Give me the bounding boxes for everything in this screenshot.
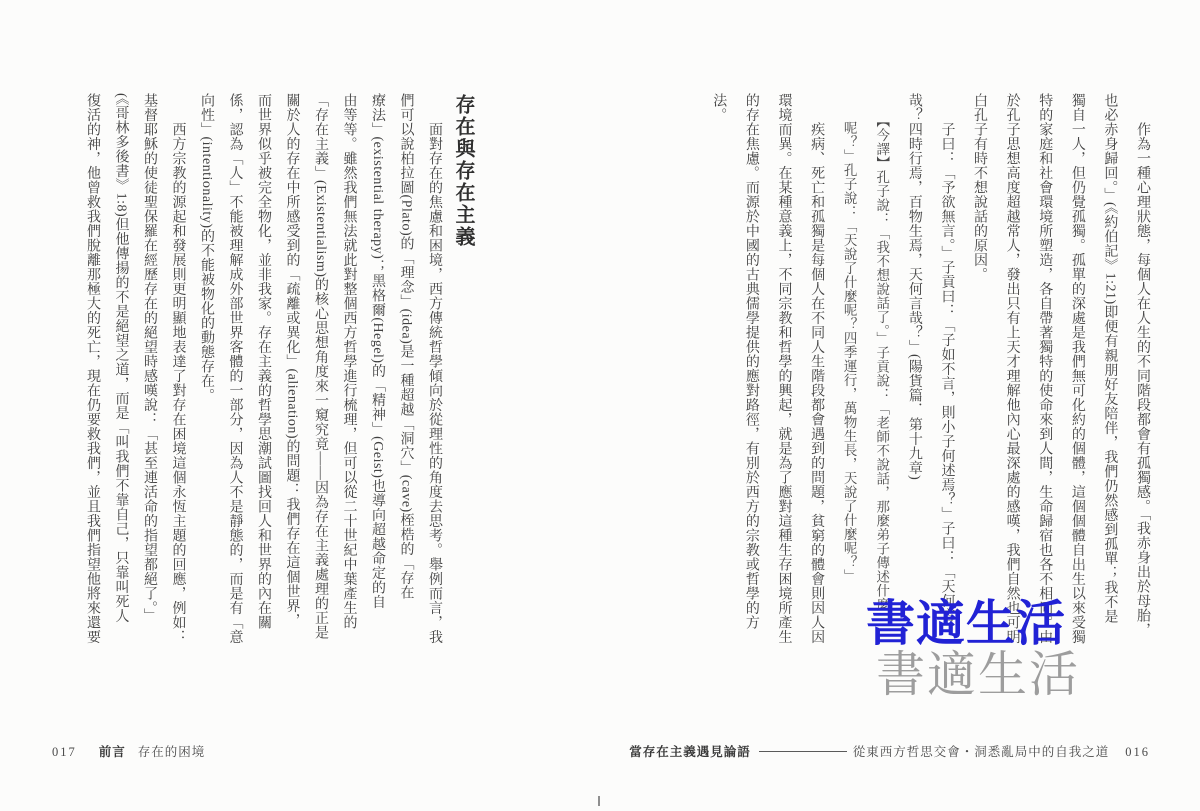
text-column: 獨自一人，但仍覺孤獨。孤單的深處是我們無可化約的個體，這個個體自出生以來受獨 <box>1069 93 1085 644</box>
text-column: 也必赤身歸回。」(《約伯記》1:21)即便有親朋好友陪伴，我們仍然感到孤單；我不是 <box>1102 93 1118 624</box>
text-column: 環境而異。在某種意義上，不同宗教和哲學的興起，就是為了應對這種生存困境所產生 <box>776 93 792 644</box>
text-column: 係，認為「人」不能被理解成外部世界客體的一部分，因為人不是靜態的，而是有「意 <box>227 93 243 644</box>
left-page-text <box>77 93 448 653</box>
right-page-footer <box>629 742 1150 760</box>
chapter-heading: 存在與存在主義 <box>452 94 474 248</box>
text-column: 子曰：「予欲無言。」子貢曰：「子如不言，則小子何述焉？」子曰：「天何言 <box>939 93 955 623</box>
text-column: 的存在焦慮。而源於中國的古典儒學提供的應對路徑，有別於西方的宗教或哲學的方 <box>743 93 759 630</box>
text-column: 白孔子有時不想說話的原因。 <box>972 93 988 282</box>
text-column: 基督耶穌的使徒聖保羅在經歷存在的絕望時感嘆說：「甚至連活命的指望都絕了。」 <box>142 93 157 623</box>
text-column: 向性」(intentionality)的不能被物化的動態存在。 <box>199 93 214 403</box>
text-column: 「存在主義」(Existentialism)的核心思想角度來一窺究竟——因為存在主義處理的正是 <box>313 93 328 640</box>
text-column: (《哥林多後書》1:8)但他傳揚的不是絕望之道，而是「叫我們不靠自己，只靠叫死人 <box>113 93 129 624</box>
footer-chapter: 存在的困境 <box>137 745 206 759</box>
text-column: 復活的神，他曾救我們脫離那極大的死亡，現在仍要救我們，並且我們指望他將來還要 <box>85 93 100 644</box>
text-column: 面對存在的焦慮和困境，西方傳統哲學傾向於從理性的角度去思考。舉例而言，我 <box>427 93 442 644</box>
registration-mark <box>598 796 600 806</box>
text-column: 療法」(existential therapy)；黑格爾(Hegel)的「精神」(Geist)也導向超越命定的自 <box>370 93 385 609</box>
text-column: 而世界似乎被完全物化，並非我家。存在主義的哲學思潮試圖找回人和世界的內在關 <box>256 93 271 630</box>
page-number-left: 017 <box>52 745 77 759</box>
watermark-blue: 書適生活 <box>866 596 1067 651</box>
footer-book-title: 當存在主義遇見論語 <box>629 745 751 759</box>
text-column: 於孔子思想高度超越常人，發出只有上天才理解他內心最深處的感嘆，我們自然也可明 <box>1004 93 1020 644</box>
text-column: 法。 <box>711 93 727 122</box>
text-column: 哉？四時行焉，百物生焉，天何言哉？」(陽貨篇．第十九章) <box>906 93 922 481</box>
text-column: 由等等。雖然我們無法就此對整個西方哲學進行梳理，但可以從二十世紀中葉產生的 <box>341 93 357 630</box>
right-page-text <box>696 93 1158 653</box>
watermark-gray: 書適生活 <box>876 647 1081 702</box>
text-column: 特的家庭和社會環境所塑造，各自帶著獨特的使命來到人間，生命歸宿也各不相同。由 <box>1037 93 1053 644</box>
text-column: 們可以說柏拉圖(Plato)的「理念」(idea)是一種超越「洞穴」(cave)桎梏的「存在 <box>398 93 414 600</box>
text-column: 作為一種心理狀態，每個人在人生的不同階段都會有孤獨感。「我赤身出於母胎， <box>1135 93 1150 637</box>
text-column: 呢？」孔子說：「天說了什麼呢？四季運行，萬物生長，天說了什麼呢？」 <box>841 93 857 583</box>
text-column: 關於人的存在中所感受到的「疏離或異化」(alienation)的問題：我們存在這個世界， <box>284 93 300 628</box>
footer-section: 前言 <box>98 745 126 759</box>
text-column: 疾病、死亡和孤獨是每個人在不同人生階段都會遇到的問題，貧窮的體會則因人因 <box>809 93 825 644</box>
footer-subtitle: 從東西方哲思交會・洞悉亂局中的自我之道 <box>852 745 1110 759</box>
footer-rule <box>759 751 847 752</box>
left-page-footer <box>52 742 205 760</box>
text-column: 【今譯】孔子說：「我不想說話了。」子貢說：「老師不說話，那麼弟子傳述什麼 <box>874 93 890 612</box>
text-column: 西方宗教的源起和發展則更明顯地表達了對存在困境這個永恆主題的回應，例如： <box>170 93 186 644</box>
page-number-right: 016 <box>1125 745 1150 759</box>
